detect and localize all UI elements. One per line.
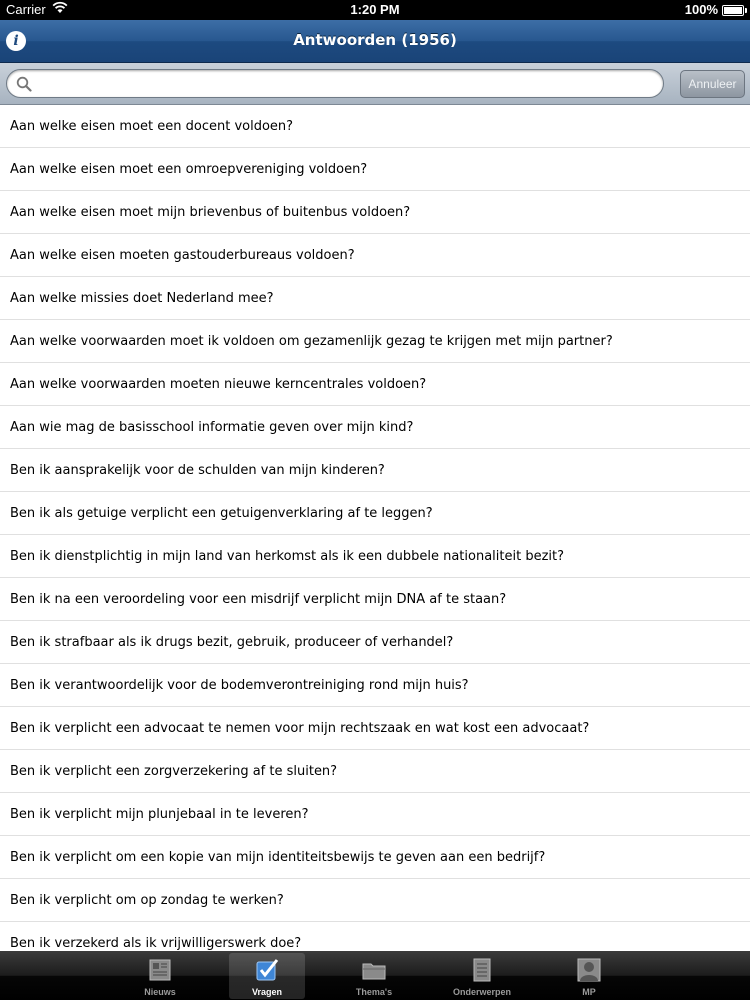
list-item[interactable]: Ben ik verplicht een advocaat te nemen voor mijn rechtszaak en wat kost een advocaat?	[0, 707, 750, 750]
document-list-icon	[469, 957, 495, 983]
list-item[interactable]: Aan welke eisen moet een docent voldoen?	[0, 105, 750, 148]
list-item[interactable]: Ben ik verplicht mijn plunjebaal in te leveren?	[0, 793, 750, 836]
list-item[interactable]: Aan welke voorwaarden moet ik voldoen om gezamenlijk gezag te krijgen met mijn partner?	[0, 320, 750, 363]
page-title: Antwoorden (1956)	[293, 31, 457, 49]
clock: 1:20 PM	[350, 2, 400, 17]
folder-icon	[361, 957, 387, 983]
tab-label: Thema's	[355, 987, 393, 997]
battery-percent: 100%	[684, 2, 718, 17]
tab-bar	[0, 951, 750, 1000]
list-item[interactable]: Ben ik als getuige verplicht een getuigenverklaring af te leggen?	[0, 492, 750, 535]
tab-onderwerpen[interactable]	[444, 953, 520, 999]
list-item[interactable]: Ben ik verplicht om op zondag te werken?	[0, 879, 750, 922]
status-bar	[0, 0, 750, 20]
list-item[interactable]: Aan welke voorwaarden moeten nieuwe kerncentrales voldoen?	[0, 363, 750, 406]
info-icon[interactable]: i	[6, 31, 26, 51]
tab-vragen[interactable]	[229, 953, 305, 999]
checklist-icon	[254, 957, 280, 983]
tab-mp[interactable]	[551, 953, 627, 999]
battery-icon	[722, 5, 744, 16]
list-item[interactable]: Ben ik verplicht een zorgverzekering af te sluiten?	[0, 750, 750, 793]
list-item[interactable]: Ben ik verantwoordelijk voor de bodemverontreiniging rond mijn huis?	[0, 664, 750, 707]
tab-label: Onderwerpen	[452, 987, 511, 997]
tab-themas[interactable]	[336, 953, 412, 999]
list-item[interactable]: Ben ik na een veroordeling voor een misdrijf verplicht mijn DNA af te staan?	[0, 578, 750, 621]
list-item[interactable]: Aan welke eisen moet een omroepvereniging voldoen?	[0, 148, 750, 191]
tab-label: Nieuws	[144, 987, 176, 997]
tab-label: MP	[582, 987, 596, 997]
list-item[interactable]: Aan welke eisen moet mijn brievenbus of buitenbus voldoen?	[0, 191, 750, 234]
person-icon	[576, 957, 602, 983]
list-item[interactable]: Ben ik aansprakelijk voor de schulden van mijn kinderen?	[0, 449, 750, 492]
list-item[interactable]: Ben ik verzekerd als ik vrijwilligerswerk doe?	[0, 922, 750, 951]
tab-nieuws[interactable]	[122, 953, 198, 999]
cancel-button[interactable]: Annuleer	[680, 70, 745, 98]
search-field[interactable]	[6, 69, 664, 98]
search-bar	[0, 63, 750, 105]
search-input[interactable]	[37, 74, 651, 95]
search-icon	[16, 76, 32, 92]
carrier-label: Carrier	[6, 2, 46, 17]
list-item[interactable]: Aan welke missies doet Nederland mee?	[0, 277, 750, 320]
list-item[interactable]: Ben ik dienstplichtig in mijn land van herkomst als ik een dubbele nationaliteit bezit?	[0, 535, 750, 578]
list-item[interactable]: Aan wie mag de basisschool informatie geven over mijn kind?	[0, 406, 750, 449]
navigation-bar	[0, 20, 750, 63]
tab-label: Vragen	[251, 987, 282, 997]
list-item[interactable]: Ben ik verplicht om een kopie van mijn identiteitsbewijs te geven aan een bedrijf?	[0, 836, 750, 879]
list-item[interactable]: Aan welke eisen moeten gastouderbureaus voldoen?	[0, 234, 750, 277]
newspaper-icon	[147, 957, 173, 983]
question-list	[0, 105, 750, 951]
list-item[interactable]: Ben ik strafbaar als ik drugs bezit, gebruik, produceer of verhandel?	[0, 621, 750, 664]
